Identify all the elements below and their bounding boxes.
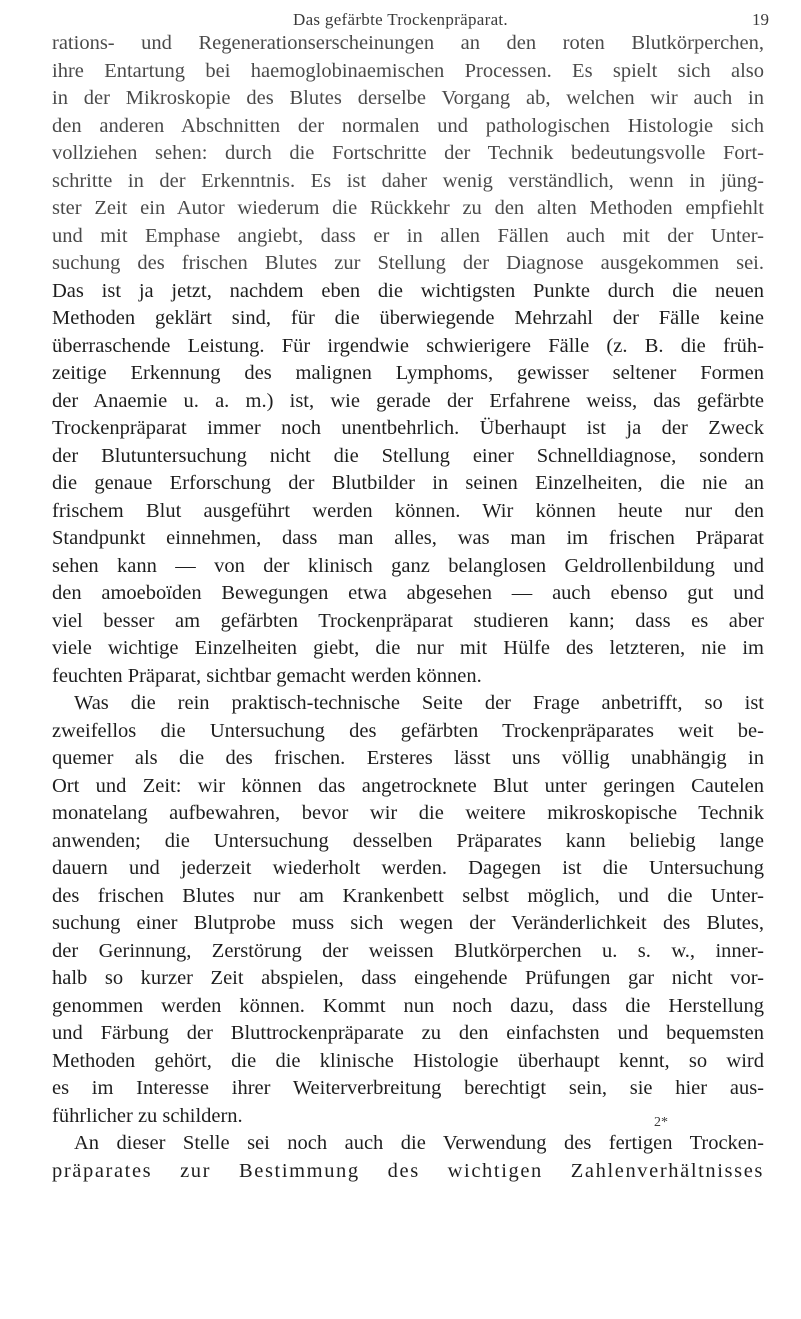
text-line: Trockenpräparat immer noch unentbehrlich. Überhaupt ist ja der Zweck: [52, 417, 764, 439]
running-title: Das gefärbte Trockenpräparat.: [293, 10, 508, 29]
text-line: anwenden; die Untersuchung desselben Präparates kann beliebig lange: [52, 829, 764, 852]
text-line: den anderen Abschnitten der normalen und pathologischen Histologie sich: [52, 114, 764, 137]
text-line: es im Interesse ihrer Weiterverbreitung berechtigt sein, sie hier aus-: [52, 1077, 764, 1099]
page-header: [0, 10, 801, 30]
text-line: und mit Emphase angiebt, dass er in allen Fällen auch mit der Unter-: [52, 224, 764, 247]
page-number: 19: [752, 10, 769, 29]
text-line: Ort und Zeit: wir können das angetrocknete Blut unter geringen Cautelen: [52, 774, 764, 797]
text-line: des frischen Blutes nur am Krankenbett selbst möglich, und die Unter-: [52, 884, 764, 907]
text-line: den amoeboïden Bewegungen etwa abgesehen — auch ebenso gut und: [52, 582, 764, 604]
text-line: der Blutuntersuchung nicht die Stellung einer Schnelldiagnose, sondern: [52, 444, 764, 467]
text-line: Standpunkt einnehmen, dass man alles, was man im frischen Präparat: [52, 527, 764, 549]
text-line: in der Mikroskopie des Blutes derselbe Vorgang ab, welchen wir auch in: [52, 87, 764, 109]
text-line: zeitige Erkennung des malignen Lymphoms, gewisser seltener Formen: [52, 362, 764, 384]
text-line: An dieser Stelle sei noch auch die Verwendung des fertigen Trocken-: [74, 1132, 764, 1154]
text-line: genommen werden können. Kommt nun noch dazu, dass die Herstellung: [52, 994, 764, 1017]
text-line: vollziehen sehen: durch die Fortschritte der Technik bedeutungsvolle Fort-: [52, 142, 764, 164]
text-line: Methoden gehört, die die klinische Histologie überhaupt kennt, so wird: [52, 1049, 764, 1072]
text-line: quemer als die des frischen. Ersteres lässt uns völlig unabhängig in: [52, 747, 764, 769]
text-line: und Färbung der Bluttrockenpräparate zu den einfachsten und bequemsten: [52, 1022, 764, 1044]
text-line: schritte in der Erkenntnis. Es ist daher wenig verständlich, wenn in jüng-: [52, 169, 764, 192]
text-line: viel besser am gefärbten Trockenpräparat studieren kann; dass es aber: [52, 609, 764, 632]
text-line: zweifellos die Untersuchung des gefärbten Trockenpräparates weit be-: [52, 719, 764, 742]
text-line: ihre Entartung bei haemoglobinaemischen Processen. Es spielt sich also: [52, 59, 764, 82]
text-line: Was die rein praktisch-technische Seite der Frage anbetrifft, so ist: [74, 692, 764, 714]
text-line: Das ist ja jetzt, nachdem eben die wichtigsten Punkte durch die neuen: [52, 279, 764, 302]
body-text: [52, 30, 764, 1185]
text-line: rations- und Regenerationserscheinungen an den roten Blutkörperchen,: [52, 32, 764, 54]
text-line: führlicher zu schildern.: [52, 1104, 243, 1127]
text-line: präparates zur Bestimmung des wichtigen Zahlenverhältnisses: [52, 1159, 764, 1182]
text-line: suchung einer Blutprobe muss sich wegen der Veränderlichkeit des Blutes,: [52, 912, 764, 934]
text-line: frischem Blut ausgeführt werden können. Wir können heute nur den: [52, 499, 764, 522]
text-line: suchung des frischen Blutes zur Stellung der Diagnose ausgekommen sei.: [52, 252, 764, 274]
text-line: ster Zeit ein Autor wiederum die Rückkehr zu den alten Methoden empfiehlt: [52, 197, 764, 219]
text-line: der Gerinnung, Zerstörung der weissen Blutkörperchen u. s. w., inner-: [52, 939, 764, 962]
text-line: Methoden geklärt sind, für die überwiegende Mehrzahl der Fälle keine: [52, 307, 764, 329]
text-line: der Anaemie u. a. m.) ist, wie gerade der Erfahrene weiss, das gefärbte: [52, 389, 764, 412]
text-line: halb so kurzer Zeit abspielen, dass eingehende Prüfungen gar nicht vor-: [52, 967, 764, 989]
text-line: die genaue Erforschung der Blutbilder in seinen Einzelheiten, die nie an: [52, 472, 764, 494]
text-line: überraschende Leistung. Für irgendwie schwierigere Fälle (z. B. die früh-: [52, 334, 764, 357]
text-line: monatelang aufbewahren, bevor wir die weitere mikroskopische Technik: [52, 802, 764, 824]
text-line: dauern und jederzeit wiederholt werden. Dagegen ist die Untersuchung: [52, 857, 764, 879]
signature-mark: 2*: [654, 1115, 668, 1130]
text-line: sehen kann — von der klinisch ganz belanglosen Geldrollenbildung und: [52, 554, 764, 577]
text-line: feuchten Präparat, sichtbar gemacht werden können.: [52, 664, 482, 687]
text-line: viele wichtige Einzelheiten giebt, die nur mit Hülfe des letzteren, nie im: [52, 637, 764, 659]
